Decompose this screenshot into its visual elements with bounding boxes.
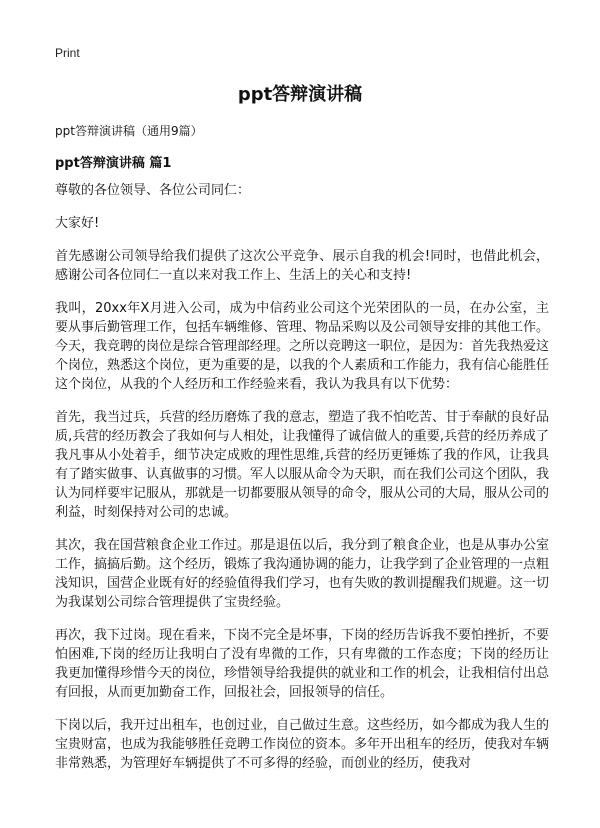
print-link[interactable]: Print (55, 46, 80, 60)
section-heading: ppt答辩演讲稿 篇1 (55, 156, 172, 171)
paragraph-thanks: 首先感谢公司领导给我们提供了这次公平竞争、展示自我的机会!同时，也借此机会，感谢公司各位同仁一直以来对我工作上、生活上的关心和支持! (55, 249, 549, 283)
document-title: ppt答辩演讲稿 (237, 84, 363, 105)
paragraph-taxi-business: 下岗以后，我开过出租车，也创过业，自己做过生意。这些经历，如今都成为我人生的宝贵财富，也成为我能够胜任竞聘工作岗位的资本。多年开出租车的经历，使我对车辆非常熟悉，为管理好车辆提供了不可多得的经验，而创业的经历，使我对 (55, 718, 550, 771)
paragraph-military: 首先，我当过兵，兵营的经历磨炼了我的意志，塑造了我不怕吃苦、甘于奉献的良好品质,兵营的经历教会了我如何与人相处，让我懂得了诚信做人的重要,兵营的经历养成了我凡事从小处着手，细节决定成败的理性思维,兵营的经历更锤炼了我的作风，让我具有了踏实做事、认真做事的习惯。军人以服从命令为天职，而在我们公司这个团队，我认为同样要牢记服从，那就是一切都要服从领导的命令，服从公司的大局，服从公司的利益，时刻保持对公司的忠诚。 (55, 410, 550, 520)
paragraph-laid-off: 再次，我下过岗。现在看来，下岗不完全是坏事，下岗的经历告诉我不要怕挫折，不要怕困难,下岗的经历让我明白了没有卑微的工作，只有卑微的工作态度；下岗的经历让我更加懂得珍惜今天的岗位，珍惜领导给我提供的就业和工作的机会，让我相信付出总有回报，从而更加勤奋工作，回报社会，回报领导的信任。 (55, 628, 550, 700)
paragraph-greeting: 大家好! (55, 216, 100, 231)
paragraph-state-enterprise: 其次，我在国营粮食企业工作过。那是退伍以后，我分到了粮食企业，也是从事办公室工作，搞搞后勤。这个经历，锻炼了我沟通协调的能力，让我学到了企业管理的一点粗浅知识，国营企业既有好的经验值得我们学习，也有失败的教训提醒我们规避。这一切为我谋划公司综合管理提供了宝贵经验。 (55, 538, 550, 610)
document-subtitle: ppt答辩演讲稿（通用9篇） (55, 124, 203, 138)
paragraph-introduction: 我叫，20xx年X月进入公司，成为中信药业公司这个光荣团队的一员，在办公室，主要从事后勤管理工作，包括车辆维修、管理、物品采购以及公司领导安排的其他工作。 今天，我竞聘的岗位是综合管理部经理。之所以竞聘这一职位，是因为：首先我热爱这个岗位，熟悉这个岗位，更为重要的是，以我的个人素质和工作能力，我有信心能胜任这个岗位，从我的个人经历和工作经验来看，我认为我具有以下优势： (55, 301, 550, 392)
document-body (55, 181, 549, 787)
paragraph-salutation: 尊敬的各位领导、各位公司同仁： (55, 183, 251, 198)
